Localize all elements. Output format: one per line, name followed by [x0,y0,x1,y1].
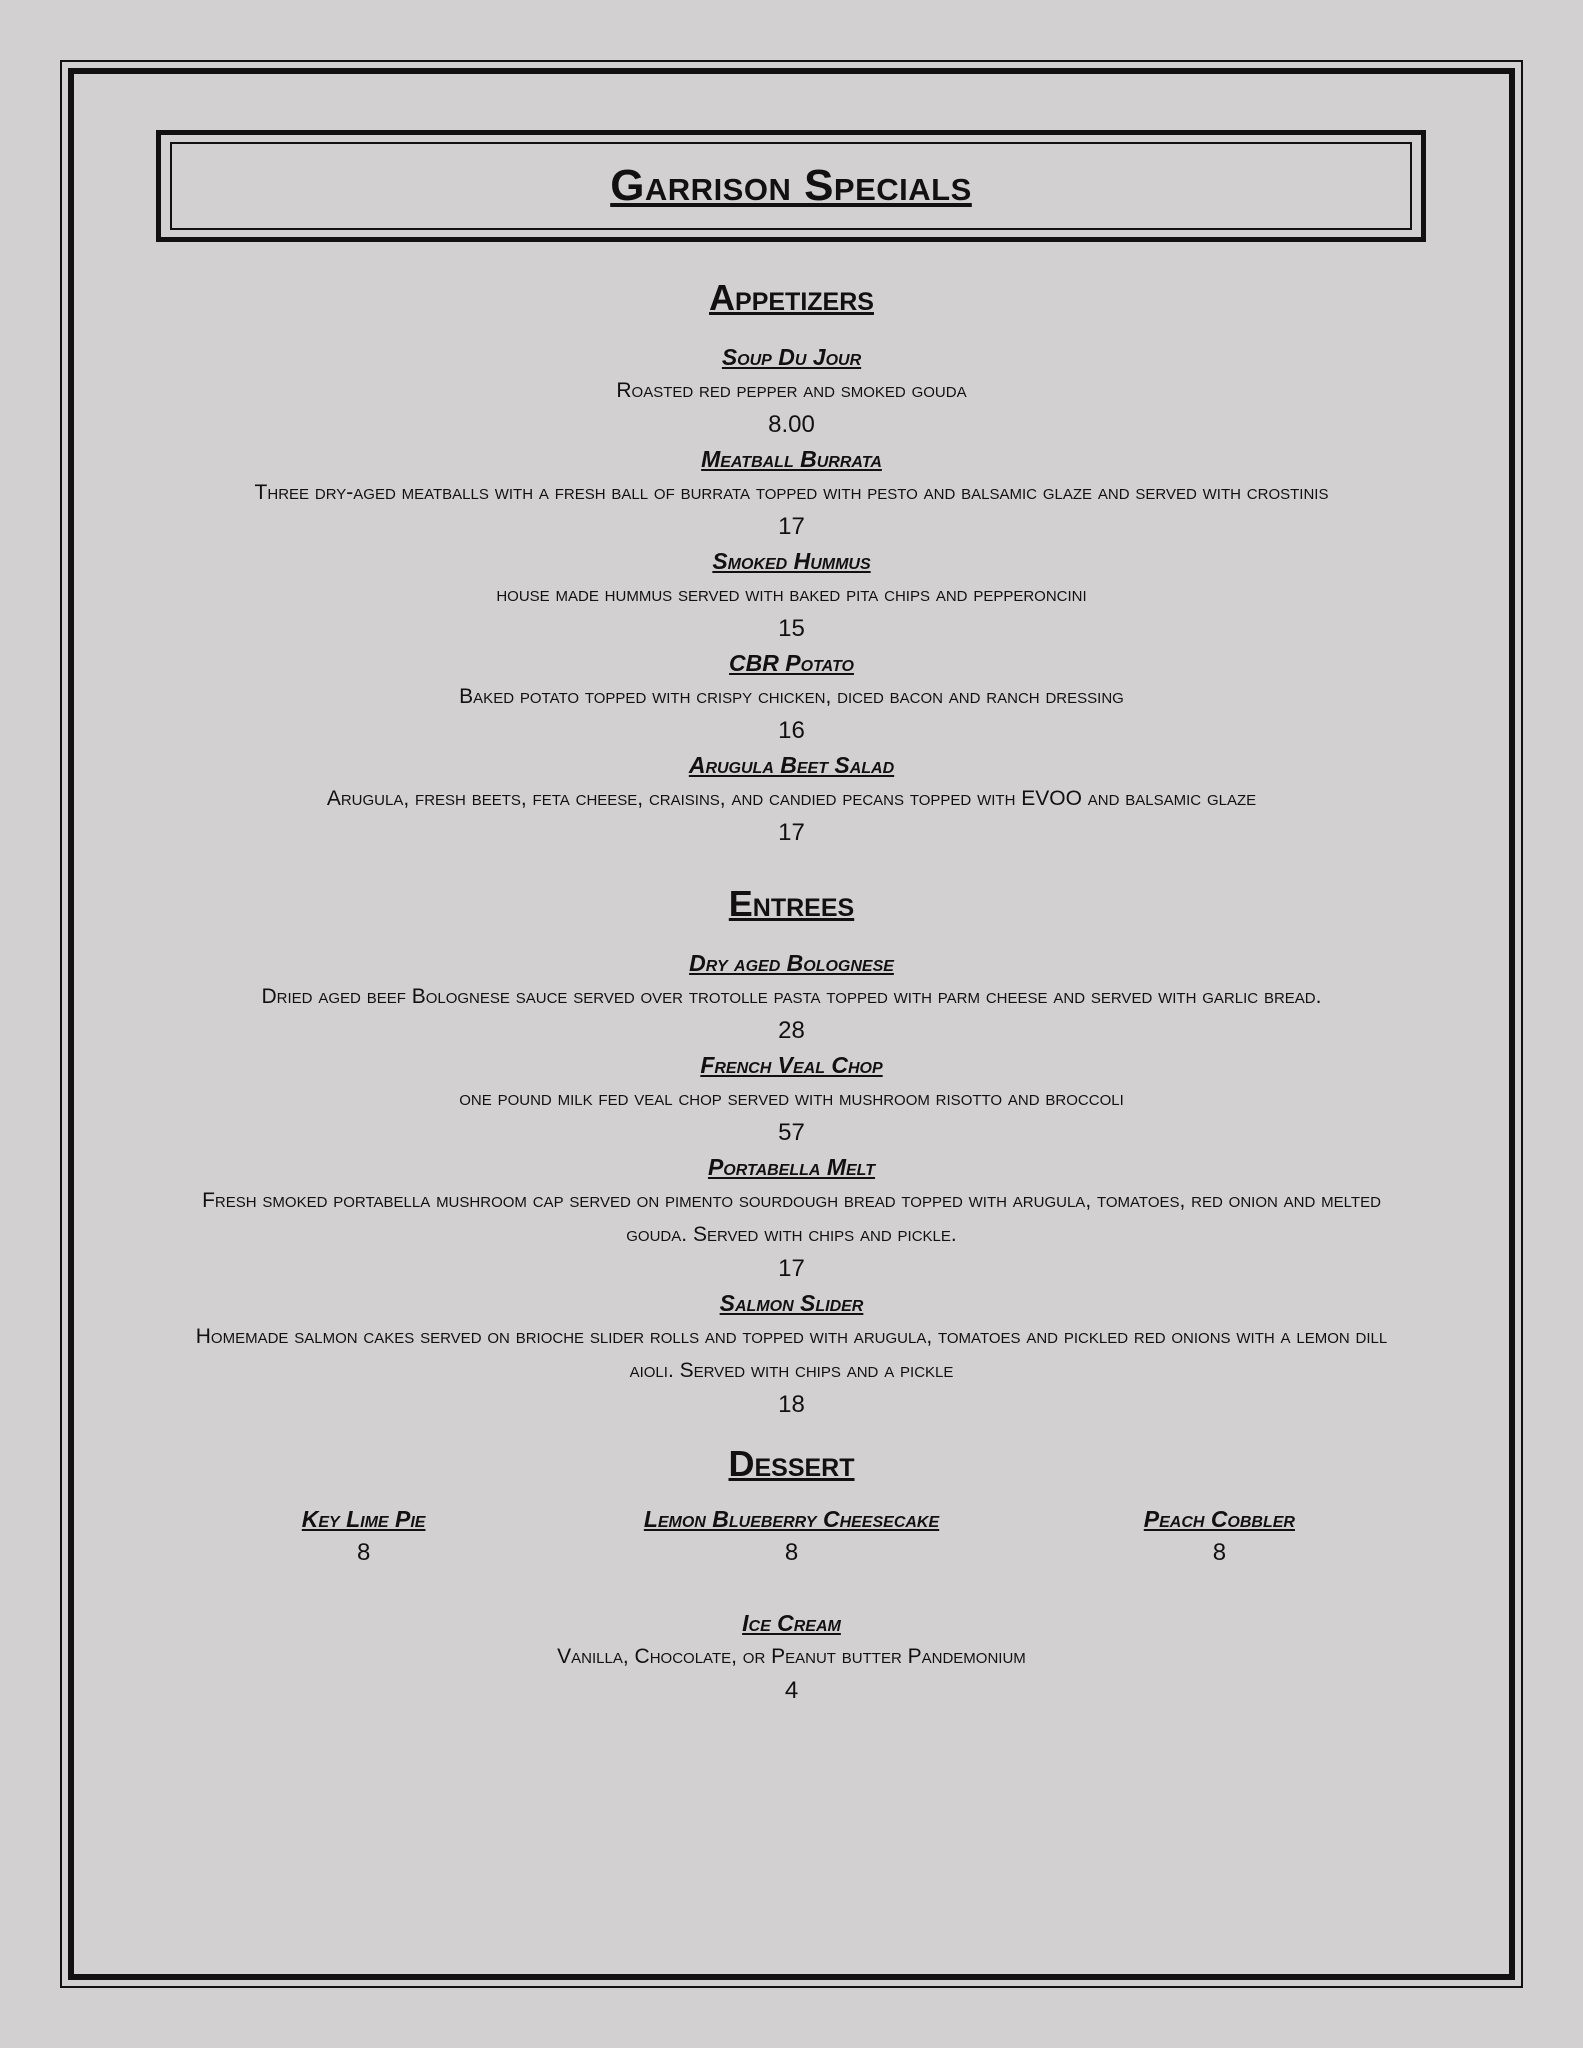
item-description: one pound milk fed veal chop served with mushroom risotto and broccoli [459,1087,1124,1110]
item-name: French Veal Chop [700,1052,883,1078]
item-description: Vanilla, Chocolate, or Peanut butter Pandemonium [557,1645,1026,1668]
item-name: Smoked Hummus [712,548,871,574]
menu-item [150,1286,1433,1422]
menu-item [150,748,1433,850]
item-price: 15 [778,615,805,642]
dessert-item [1006,1502,1433,1570]
page-title: Garrison Specials [610,161,972,210]
item-name: Meatball Burrata [701,446,882,472]
item-name: Lemon Blueberry Cheesecake [643,1506,940,1532]
dessert-heading: Dessert [728,1443,855,1484]
menu-item [150,340,1433,442]
item-description: Three dry-aged meatballs with a fresh ball of burrata topped with pesto and balsamic glaze and served with crostinis [254,481,1329,504]
dessert-row [150,1502,1433,1570]
item-price: 8 [356,1539,371,1566]
item-price: 17 [778,513,805,540]
menu-item [150,646,1433,748]
menu-item [150,1150,1433,1286]
item-description: Baked potato topped with crispy chicken, diced bacon and ranch dressing [459,685,1124,708]
item-description: Dried aged beef Bolognese sauce served over trotolle pasta topped with parm cheese and served with garlic bread. [261,985,1322,1008]
item-description: Homemade salmon cakes served on brioche slider rolls and topped with arugula, tomatoes and pickled red onions with a lemon dill aioli. Served with chips and a pickle [195,1325,1388,1382]
item-description: house made hummus served with baked pita chips and pepperoncini [496,583,1087,606]
menu-item [150,946,1433,1048]
menu-item [150,1606,1433,1708]
menu-item [150,1048,1433,1150]
item-name: Salmon Slider [719,1290,864,1316]
item-name: Arugula Beet Salad [688,752,895,778]
item-description: Roasted red pepper and smoked gouda [616,379,967,402]
item-price: 16 [778,717,805,744]
item-name: Soup Du Jour [721,344,862,370]
menu-item [150,442,1433,544]
menu-item [150,544,1433,646]
item-price: 8 [1212,1539,1227,1566]
item-price: 17 [778,1255,805,1282]
item-name: CBR Potato [729,650,854,676]
item-name: Portabella Melt [707,1154,876,1180]
item-price: 4 [784,1677,799,1704]
item-description: Arugula, fresh beets, feta cheese, craisins, and candied pecans topped with EVOO and balsamic glaze [326,787,1257,810]
title-box [170,142,1412,230]
item-price: 17 [778,819,805,846]
item-name: Peach Cobbler [1143,1506,1295,1532]
item-price: 18 [778,1391,805,1418]
entrees-heading: Entrees [728,883,855,924]
item-name: Key Lime Pie [301,1506,426,1532]
item-price: 28 [778,1017,805,1044]
item-price: 8 [784,1539,799,1566]
item-price: 57 [778,1119,805,1146]
appetizers-heading: Appetizers [709,277,874,318]
item-name: Dry aged Bolognese [689,950,894,976]
item-price: 8.00 [768,411,815,438]
dessert-item [150,1502,577,1570]
item-description: Fresh smoked portabella mushroom cap served on pimento sourdough bread topped with arugula, tomatoes, red onion and melted gouda. Served with chips and pickle. [202,1189,1381,1246]
menu-content [150,270,1433,1708]
item-name: Ice Cream [742,1610,841,1636]
dessert-item [578,1502,1005,1570]
